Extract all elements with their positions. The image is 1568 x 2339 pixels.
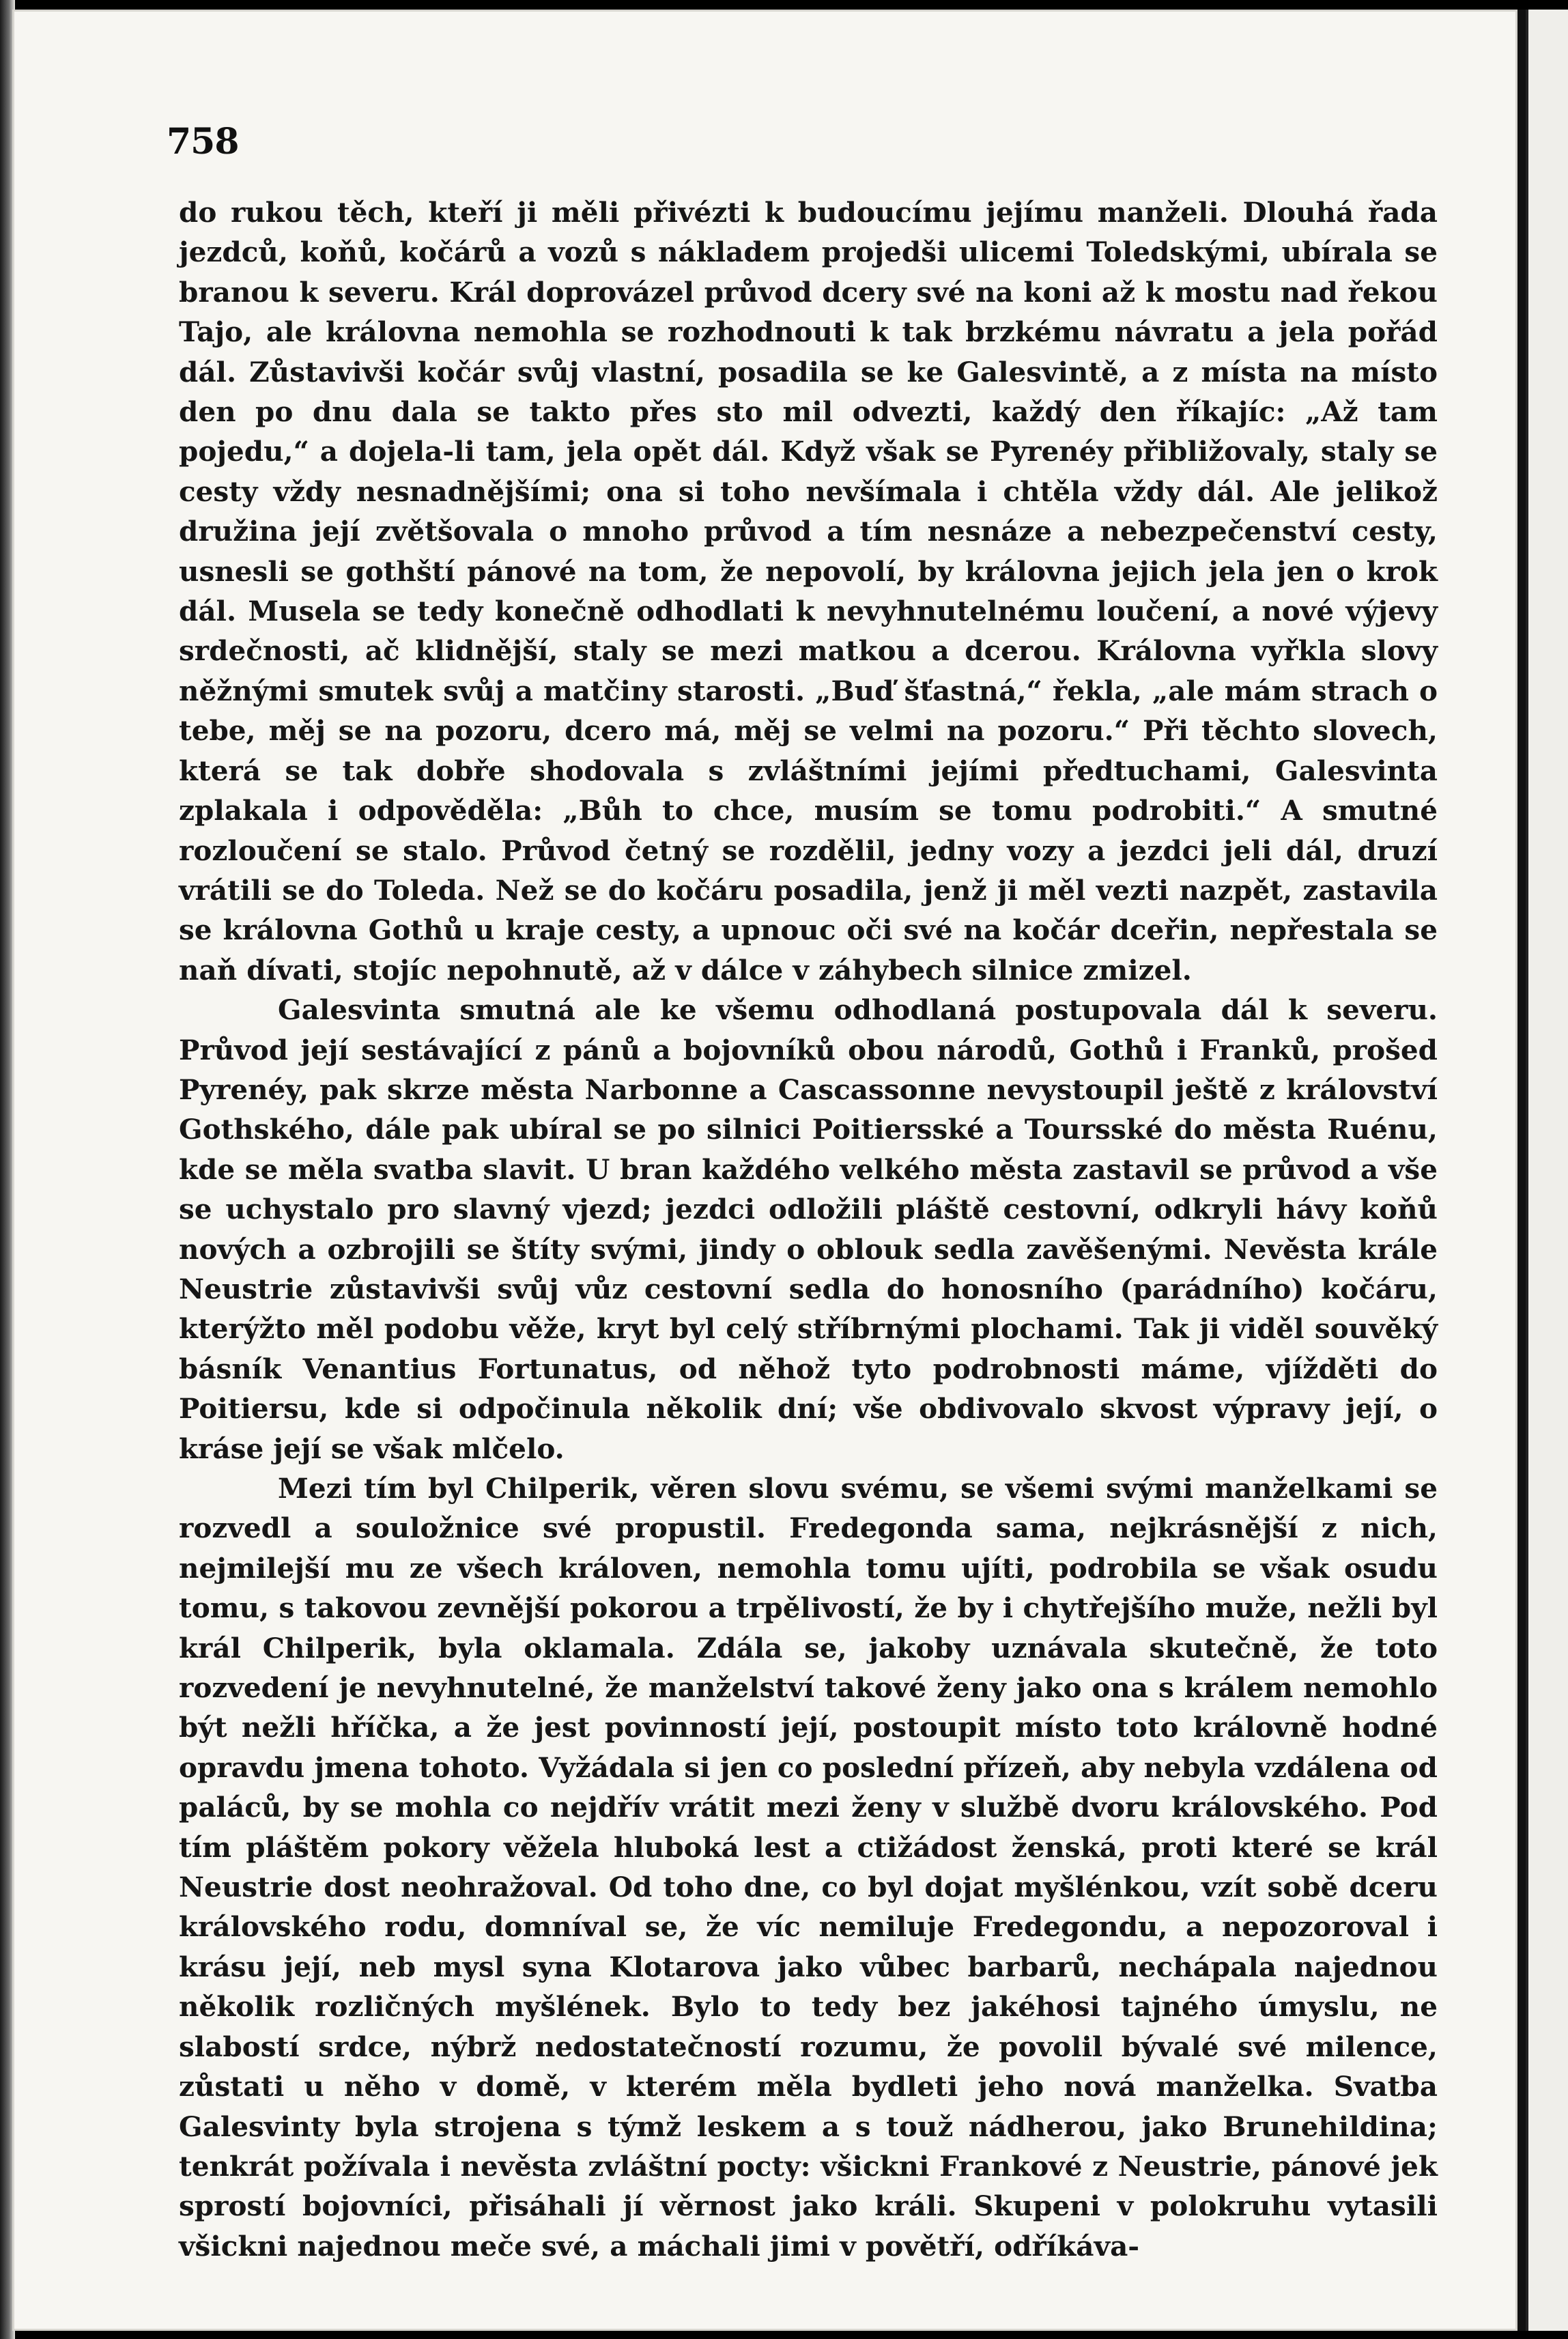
paragraph-1: do rukou těch, kteří ji měli přivézti k budoucímu jejímu manželi. Dlouhá řada jezdců, koňů, kočárů a vozů s nákladem projedši ulicemi Toledskými, ubírala se branou k severu. Král doprovázel průvod dcery své na koni až k mostu nad řekou Tajo, ale královna nemohla se rozhodnouti k tak brzkému návratu a jela pořád dál. Zůstavivši kočár svůj vlastní, posadila se ke Galesvintě, a z místa na místo den po dnu dala se takto přes sto mil odvezti, každý den říkajíc: „Až tam pojedu,“ a dojela-li tam, jela opět dál. Když však se Pyrenéy přibližovaly, staly se cesty vždy nesnadnějšími; ona si toho nevšímala i chtěla vždy dál. Ale jelikož družina její zvětšovala o mnoho průvod a tím nesnáze a nebezpečenství cesty, usnesli se gothští pánové na tom, že nepovolí, by královna jejich jela jen o krok dál. Musela se tedy konečně odhodlati k nevyhnutelnému loučení, a nové výjevy srdečnosti, ač klidnější, staly se mezi matkou a dcerou. Královna vyřkla slovy něžnými smutek svůj a matčiny starosti. „Buď šťastná,“ řekla, „ale mám strach o tebe, měj se na pozoru, dcero má, měj se velmi na pozoru.“ Při těchto slovech, která se tak dobře shodovala s zvláštními jejími předtuchami, Galesvinta zplakala i odpověděla: „Bůh to chce, musím se tomu podrobiti.“ A smutné rozloučení se stalo. Průvod četný se rozdělil, jedny vozy a jezdci jeli dál, druzí vrátili se do Toleda. Než se do kočáru posadila, jenž ji měl vezti nazpět, zastavila se královna Gothů u kraje cesty, a upnouc oči své na kočár dceřin, nepřestala se naň dívati, stojíc nepohnutě, až v dálce v záhybech silnice zmizel. xyxy=(179,196,1438,987)
adjacent-page-edge xyxy=(1517,10,1568,2331)
body-text xyxy=(179,193,1438,2266)
adjacent-page-sliver xyxy=(1526,10,1568,2331)
scanned-page xyxy=(12,10,1517,2331)
paragraph-2: Galesvinta smutná ale ke všemu odhodlaná postupovala dál k severu. Průvod její sestávající z pánů a bojovníků obou národů, Gothů i Franků, prošed Pyrenéy, pak skrze města Narbonne a Cascassonne nevystoupil ještě z království Gothského, dále pak ubíral se po silnici Poitiersské a Toursské do města Ruénu, kde se měla svatba slavit. U bran každého velkého města zastavil se průvod a vše se uchystalo pro slavný vjezd; jezdci odložili pláště cestovní, odkryli hávy koňů nových a ozbrojili se štíty svými, jindy o oblouk sedla zavěšenými. Nevěsta krále Neustrie zůstavivši svůj vůz cestovní sedla do honosního (parádního) kočáru, kterýžto měl podobu věže, kryt byl celý stříbrnými plochami. Tak ji viděl souvěký básník Venantius Fortunatus, od něhož tyto podrobnosti máme, vjížděti do Poitiersu, kde si odpočinula několik dní; vše obdivovalo skvost výpravy její, o kráse její se však mlčelo. xyxy=(179,993,1438,1465)
paragraph-3: Mezi tím byl Chilperik, věren slovu svému, se všemi svými manželkami se rozvedl a souložnice své propustil. Fredegonda sama, nejkrásnější z nich, nejmilejší mu ze všech královen, nemohla tomu ujíti, podrobila se však osudu tomu, s takovou zevnější pokorou a trpělivostí, že by i chytřejšího muže, nežli byl král Chilperik, byla oklamala. Zdála se, jakoby uznávala skutečně, že toto rozvedení je nevyhnutelné, že manželství takové ženy jako ona s králem nemohlo být nežli hříčka, a že jest povinností její, postoupit místo toto královně hodné opravdu jmena tohoto. Vyžádala si jen co poslední přízeň, aby nebyla vzdálena od paláců, by se mohla co nejdřív vrátit mezi ženy v službě dvoru královského. Pod tím pláštěm pokory věžela hluboká lest a ctižádost ženská, proti které se král Neustrie dost neohražoval. Od toho dne, co byl dojat myšlénkou, vzít sobě dceru královského rodu, domníval se, že víc nemiluje Fredegondu, a nepozoroval i krásu její, neb mysl syna Klotarova jako vůbec barbarů, nechápala najednou několik rozličných myšlének. Bylo to tedy bez jakéhosi tajného úmyslu, ne slabostí srdce, nýbrž nedostatečností rozumu, že povolil bývalé své milence, zůstati u něho v domě, v kterém měla bydleti jeho nová manželka. Svatba Galesvinty byla strojena s týmž leskem a s touž nádherou, jako Brunehildina; tenkrát požívala i nevěsta zvláštní pocty: všickni Frankové z Neustrie, pánové jek sprostí bojovníci, přisáhali jí věrnost jako králi. Skupeni v polokruhu vytasili všickni najednou meče své, a máchali jimi v povětří, odříkáva- xyxy=(179,1472,1438,2263)
page-number: 758 xyxy=(167,121,239,162)
